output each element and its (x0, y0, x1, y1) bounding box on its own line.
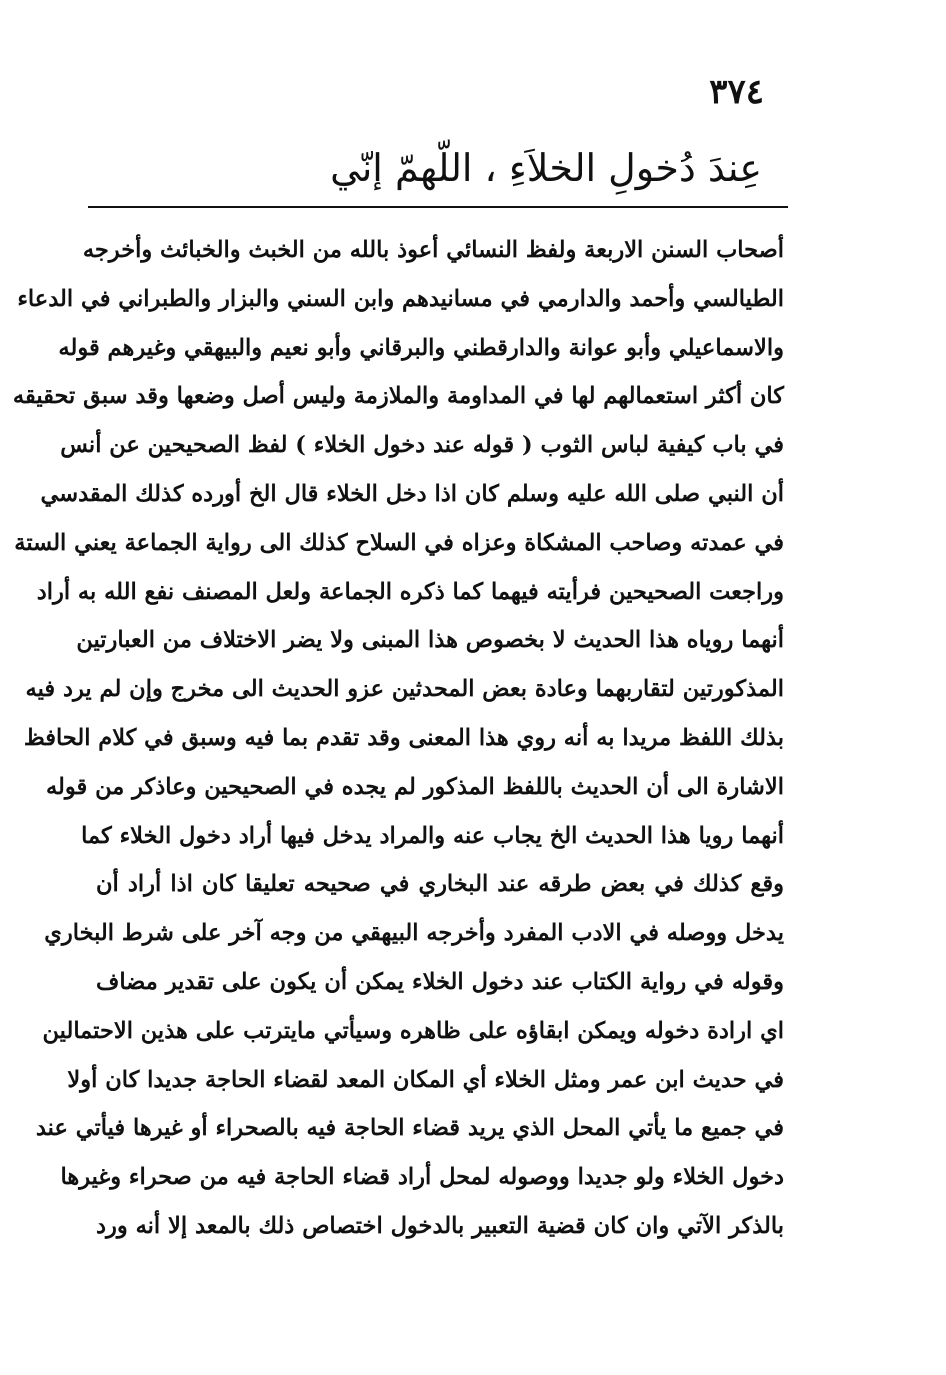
text-line: أن النبي صلى الله عليه وسلم كان اذا دخل الخلاء قال الخ أورده كذلك المقدسي (40, 480, 784, 507)
text-line: أصحاب السنن الاربعة ولفظ النسائي أعوذ بالله من الخبث والخبائث وأخرجه (82, 237, 784, 263)
text-line: كان أكثر استعمالهم لها في المداومة والملازمة وليس أصل وضعها وقد سبق تحقيقه (12, 383, 784, 410)
text-line: المذكورتين لتقاربهما وعادة بعض المحدثين عزو الحديث الى مخرج وإن لم يرد فيه (25, 676, 784, 703)
text-line: دخول الخلاء ولو جديدا ووصوله لمحل أراد قضاء الحاجة فيه من صحراء وغيرها (60, 1164, 784, 1191)
page-number: ٣٧٤ (709, 72, 764, 112)
text-line: وقع كذلك في بعض طرقه عند البخاري في صحيحه تعليقا كان اذا أراد أن (96, 871, 784, 898)
text-line: اي ارادة دخوله ويمكن ابقاؤه على ظاهره وسيأتي مايترتب على هذين الاحتمالين (42, 1017, 784, 1044)
body-text (12, 226, 784, 1251)
text-line: والاسماعيلي وأبو عوانة والدارقطني والبرقاني وأبو نعيم والبيهقي وغيرهم قوله (58, 334, 784, 361)
text-line: في جميع ما يأتي المحل الذي يريد قضاء الحاجة فيه بالصحراء أو غيرها فيأتي عند (35, 1115, 784, 1142)
text-line: الطيالسي وأحمد والدارمي في مسانيدهم وابن السني والبزار والطبراني في الدعاء (17, 285, 784, 312)
header-rule (88, 206, 788, 208)
text-line: الاشارة الى أن الحديث باللفظ المذكور لم يجده في الصحيحين وعاذكر من قوله (45, 773, 784, 800)
text-line: في باب كيفية لباس الثوب ( قوله عند دخول الخلاء ) لفظ الصحيحين عن أنس (60, 432, 784, 459)
text-line: أنهما رويا هذا الحديث الخ يجاب عنه والمراد يدخل فيها أراد دخول الخلاء كما (81, 822, 784, 849)
text-line: في حديث ابن عمر ومثل الخلاء أي المكان المعد لقضاء الحاجة جديدا كان أولا (67, 1066, 784, 1093)
text-line: وراجعت الصحيحين فرأيته فيهما كما ذكره الجماعة ولعل المصنف نفع الله به أراد (36, 578, 784, 605)
text-line: يدخل ووصله في الادب المفرد وأخرجه البيهقي من وجه آخر على شرط البخاري (44, 920, 784, 947)
text-line: بذلك اللفظ مريدا به أنه روي هذا المعنى وقد تقدم بما فيه وسبق في كلام الحافظ (23, 724, 784, 751)
text-line: بالذكر الآتي وان كان قضية التعبير بالدخول اختصاص ذلك بالمعد إلا أنه ورد (96, 1212, 784, 1239)
text-line: في عمدته وصاحب المشكاة وعزاه في السلاح كذلك الى رواية الجماعة يعني الستة (14, 529, 784, 556)
running-head: عِندَ دُخولِ الخلاَءِ ، اللّهمّ إنّي (330, 146, 762, 190)
text-line: أنهما روياه هذا الحديث لا بخصوص هذا المبنى ولا يضر الاختلاف من العبارتين (76, 627, 784, 654)
text-line: وقوله في رواية الكتاب عند دخول الخلاء يمكن أن يكون على تقدير مضاف (96, 968, 784, 995)
